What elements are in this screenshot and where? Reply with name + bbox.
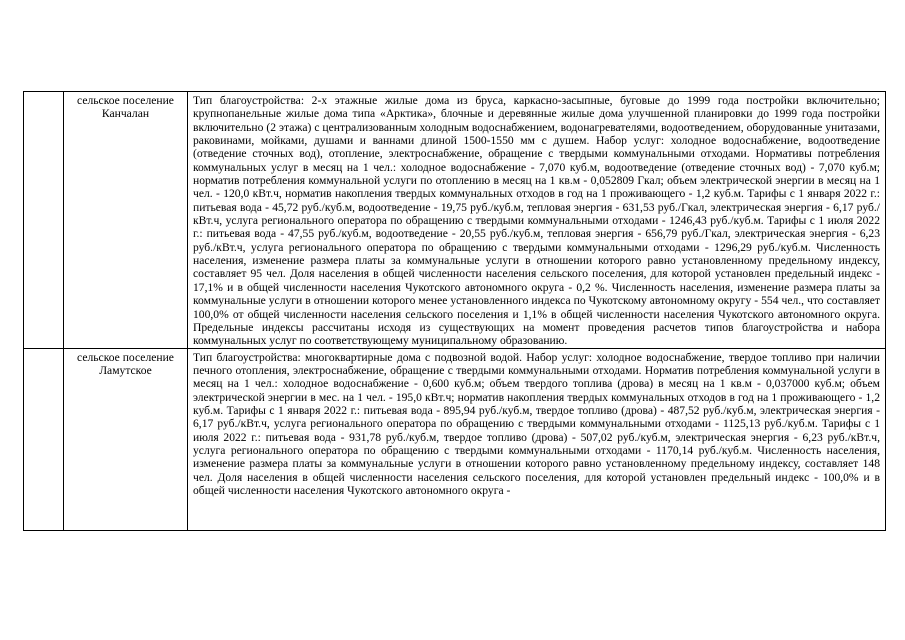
row-number-cell (24, 92, 64, 349)
row-number-cell (24, 348, 64, 530)
settlement-name-cell: сельское поселение Ламутское (64, 348, 188, 530)
table-row (24, 348, 886, 530)
table-row (24, 92, 886, 349)
document-table (23, 91, 886, 531)
description-cell: Тип благоустройства: многоквартирные дома с подвозной водой. Набор услуг: холодное водоснабжение, твердое топливо при наличии печного отопления, электроснабжение, обращение с твердыми коммунальными отходами. Норматив потребления коммунальной услуги в месяц на 1 чел.: холодное водоснабжение - 0,600 куб.м; объем твердого топлива (дрова) в месяц на 1 кв.м - 0,037000 куб.м; объем электрической энергии в мес. на 1 чел. - 195,0 кВт.ч; норматив накопления твердых коммунальных отходов в год на 1 проживающего - 1,2 куб.м. Тарифы с 1 января 2022 г.: питьевая вода - 895,94 руб./куб.м, твердое топливо (дрова) - 487,52 руб./куб.м, электрическая энергия - 6,17 руб./кВт.ч, услуга регионального оператора по обращению с твердыми коммунальными отходами - 1125,13 руб./куб.м. Тарифы с 1 июля 2022 г.: питьевая вода - 931,78 руб./куб.м, твердое топливо (дрова) - 507,02 руб./куб.м, электрическая энергия - 6,23 руб./кВт.ч, услуга регионального оператора по обращению с твердыми коммунальными отходами - 1170,14 руб./куб.м. Численность населения, изменение размера платы за коммунальные услуги в отношении которого равно установленному предельному индексу, составляет 148 чел. Доля населения в общей численности населения сельского поселения, для которой установлен предельный индекс - 100,0% и в общей численности населения Чукотского автономного округа - (188, 348, 886, 530)
settlement-name-cell: сельское поселение Канчалан (64, 92, 188, 349)
description-cell: Тип благоустройства: 2-х этажные жилые дома из бруса, каркасно-засыпные, буговые до 1999 года постройки включительно; крупнопанельные жилые дома типа «Арктика», блочные и деревянные жилые дома улучшенной планировки до 1999 года постройки включительно (2 этажа) с централизованным холодным водоснабжением, водонагревателями, водоотведением, оборудованные унитазами, раковинами, мойками, душами и ваннами длиной 1500-1550 мм с душем. Набор услуг: холодное водоснабжение, водоотведение (отведение сточных вод), отопление, электроснабжение, обращение с твердыми коммунальными отходами. Нормативы потребления коммунальных услуг в месяц на 1 чел.: холодное водоснабжение - 7,070 куб.м, водоотведение (отведение сточных вод) - 7,070 куб.м; норматив потребления коммунальной услуги по отоплению в месяц на 1 кв.м - 0,052809 Гкал; объем электрической энергии в месяц на 1 чел. - 120,0 кВт.ч, норматив накопления твердых коммунальных отходов в год на 1 проживающего - 1,2 куб.м. Тарифы с 1 января 2022 г.: питьевая вода - 45,72 руб./куб.м, водоотведение - 19,75 руб./куб.м, тепловая энергия - 631,53 руб./Гкал, электрическая энергия - 6,17 руб./кВт.ч, услуга регионального оператора по обращению с твердыми коммунальными отходами - 1246,43 руб./куб.м. Тарифы с 1 июля 2022 г.: питьевая вода - 47,55 руб./куб.м, водоотведение - 20,55 руб./куб.м, тепловая энергия - 656,79 руб./Гкал, электрическая энергия - 6,23 руб./кВт.ч, услуга регионального оператора по обращению с твердыми коммунальными отходами - 1296,29 руб./куб.м. Численность населения, изменение размера платы за коммунальные услуги в отношении которого равно установленному предельному индексу, составляет 95 чел. Доля населения в общей численности населения сельского поселения, для которой установлен предельный индекс - 17,1% и в общей численности населения Чукотского автономного округа - 0,2 %. Численность населения, изменение размера платы за коммунальные услуги в отношении которого менее установленного индекса по Чукотскому автономному округу - 554 чел., что составляет 100,0% от общей численности населения сельского поселения и 1,1% в общей численности населения Чукотского автономного округа. Предельные индексы рассчитаны исходя из существующих на момент проведения расчетов типов благоустройства и набора коммунальных услуг по соответствующему муниципальному образованию. (188, 92, 886, 349)
